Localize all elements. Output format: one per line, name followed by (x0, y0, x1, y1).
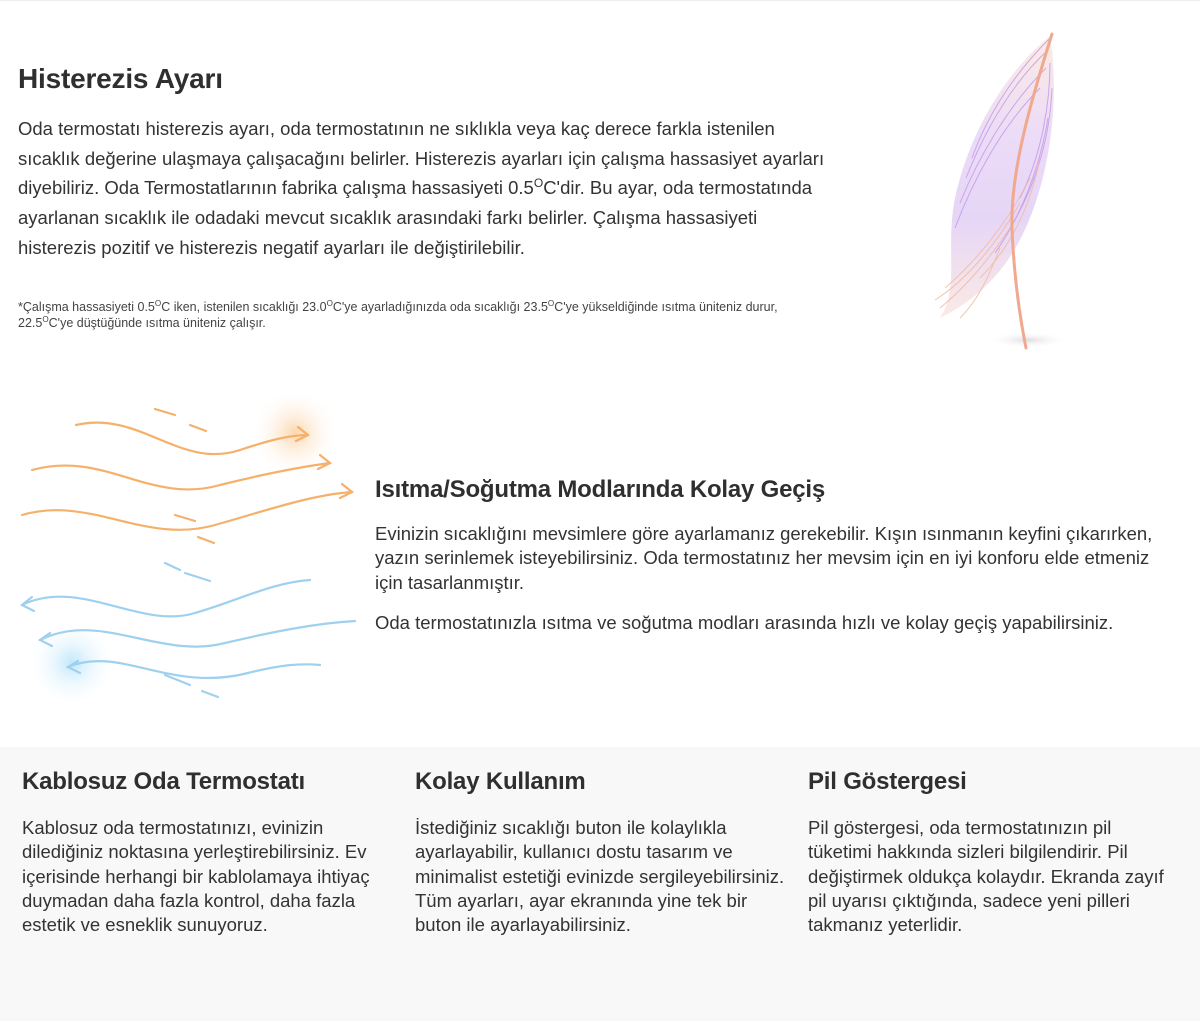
hysteresis-body (18, 114, 838, 263)
heat-cool-waves-icon (10, 395, 370, 705)
note-part: C'ye düştüğünde ısıtma üniteniz çalışır. (48, 315, 266, 330)
feature-text: İstediğiniz sıcaklığı buton ile kolaylıkla ayarlayabilir, kullanıcı dostu tasarım ve minimalist estetiği evinizde sergileyebilirsiniz. Tüm ayarları, ayar ekranında yine tek bir buton ile ayarlayabilirsiniz. (415, 817, 785, 936)
feature-battery (808, 765, 1178, 937)
degree-sup: O (326, 298, 333, 308)
feature-title: Kolay Kullanım (415, 768, 586, 795)
modes-title: Isıtma/Soğutma Modlarında Kolay Geçiş (375, 476, 826, 503)
hysteresis-body-part: C'dir. Bu ayar, oda termostatında ayarlanan sıcaklık ile odadaki mevcut sıcaklık arasındaki farkı belirler. Çalışma hassasiyeti histerezis pozitif ve histerezis negatif ayarları ile değiştirilebilir. (18, 177, 813, 258)
hysteresis-title: Histerezis Ayarı (18, 63, 223, 94)
hysteresis-section (18, 60, 838, 331)
degree-sup: O (533, 176, 544, 191)
hysteresis-body-part: Oda termostatı histerezis ayarı, oda termostatının ne sıklıkla veya kaç derece farkla istenilen sıcaklık değerine ulaşmaya çalışacağını belirler. Histerezis ayarları için çalışma hassasiyet ayarları diyebiliriz. Oda Termostatlarının fabrika çalışma hassasiyeti 0.5 (18, 118, 825, 199)
degree-sup: O (42, 314, 49, 324)
note-part: *Çalışma hassasiyeti 0.5 (18, 299, 155, 314)
degree-sup: O (547, 298, 555, 308)
top-divider (0, 0, 1200, 1)
note-part: C'ye yükseldiğinde ısıtma üniteniz durur, 22.5 (18, 299, 778, 330)
feature-wireless (22, 765, 392, 937)
degree-sup: O (154, 298, 162, 308)
feature-text: Pil göstergesi, oda termostatınızın pil tüketimi hakkında sizleri bilgilendirir. Pil değiştirmek oldukça kolaydır. Ekranda zayıf pil uyarısı çıktığında, sadece yeni pilleri takmanız yeterlidir. (808, 817, 1164, 936)
modes-section (375, 474, 1175, 635)
note-part: C'ye ayarladığınızda oda sıcaklığı 23.5 (332, 299, 548, 314)
feather-illustration (900, 28, 1070, 358)
feature-title: Kablosuz Oda Termostatı (22, 768, 306, 795)
features-section (0, 747, 1200, 1021)
modes-paragraph-2: Oda termostatınızla ısıtma ve soğutma modları arasında hızlı ve kolay geçiş yapabilirsiniz. (375, 611, 1114, 633)
feature-easy-use (415, 765, 785, 937)
feature-text: Kablosuz oda termostatınızı, evinizin dilediğiniz noktasına yerleştirebilirsiniz. Ev içerisinde herhangi bir kablolamaya ihtiyaç duymadan daha fazla kontrol, daha fazla estetik ve esneklik sunuyoruz. (22, 817, 370, 936)
hysteresis-footnote (18, 299, 818, 331)
note-part: C iken, istenilen sıcaklığı 23.0 (161, 299, 327, 314)
modes-paragraph-1: Evinizin sıcaklığını mevsimlere göre ayarlamanız gerekebilir. Kışın ısınmanın keyfini çıkarırken, yazın serinlemek isteyebilirsiniz. Oda termostatınız her mevsim için en iyi konforu elde etmeniz için tasarlanmıştır. (375, 523, 1153, 593)
feature-title: Pil Göstergesi (808, 768, 967, 795)
